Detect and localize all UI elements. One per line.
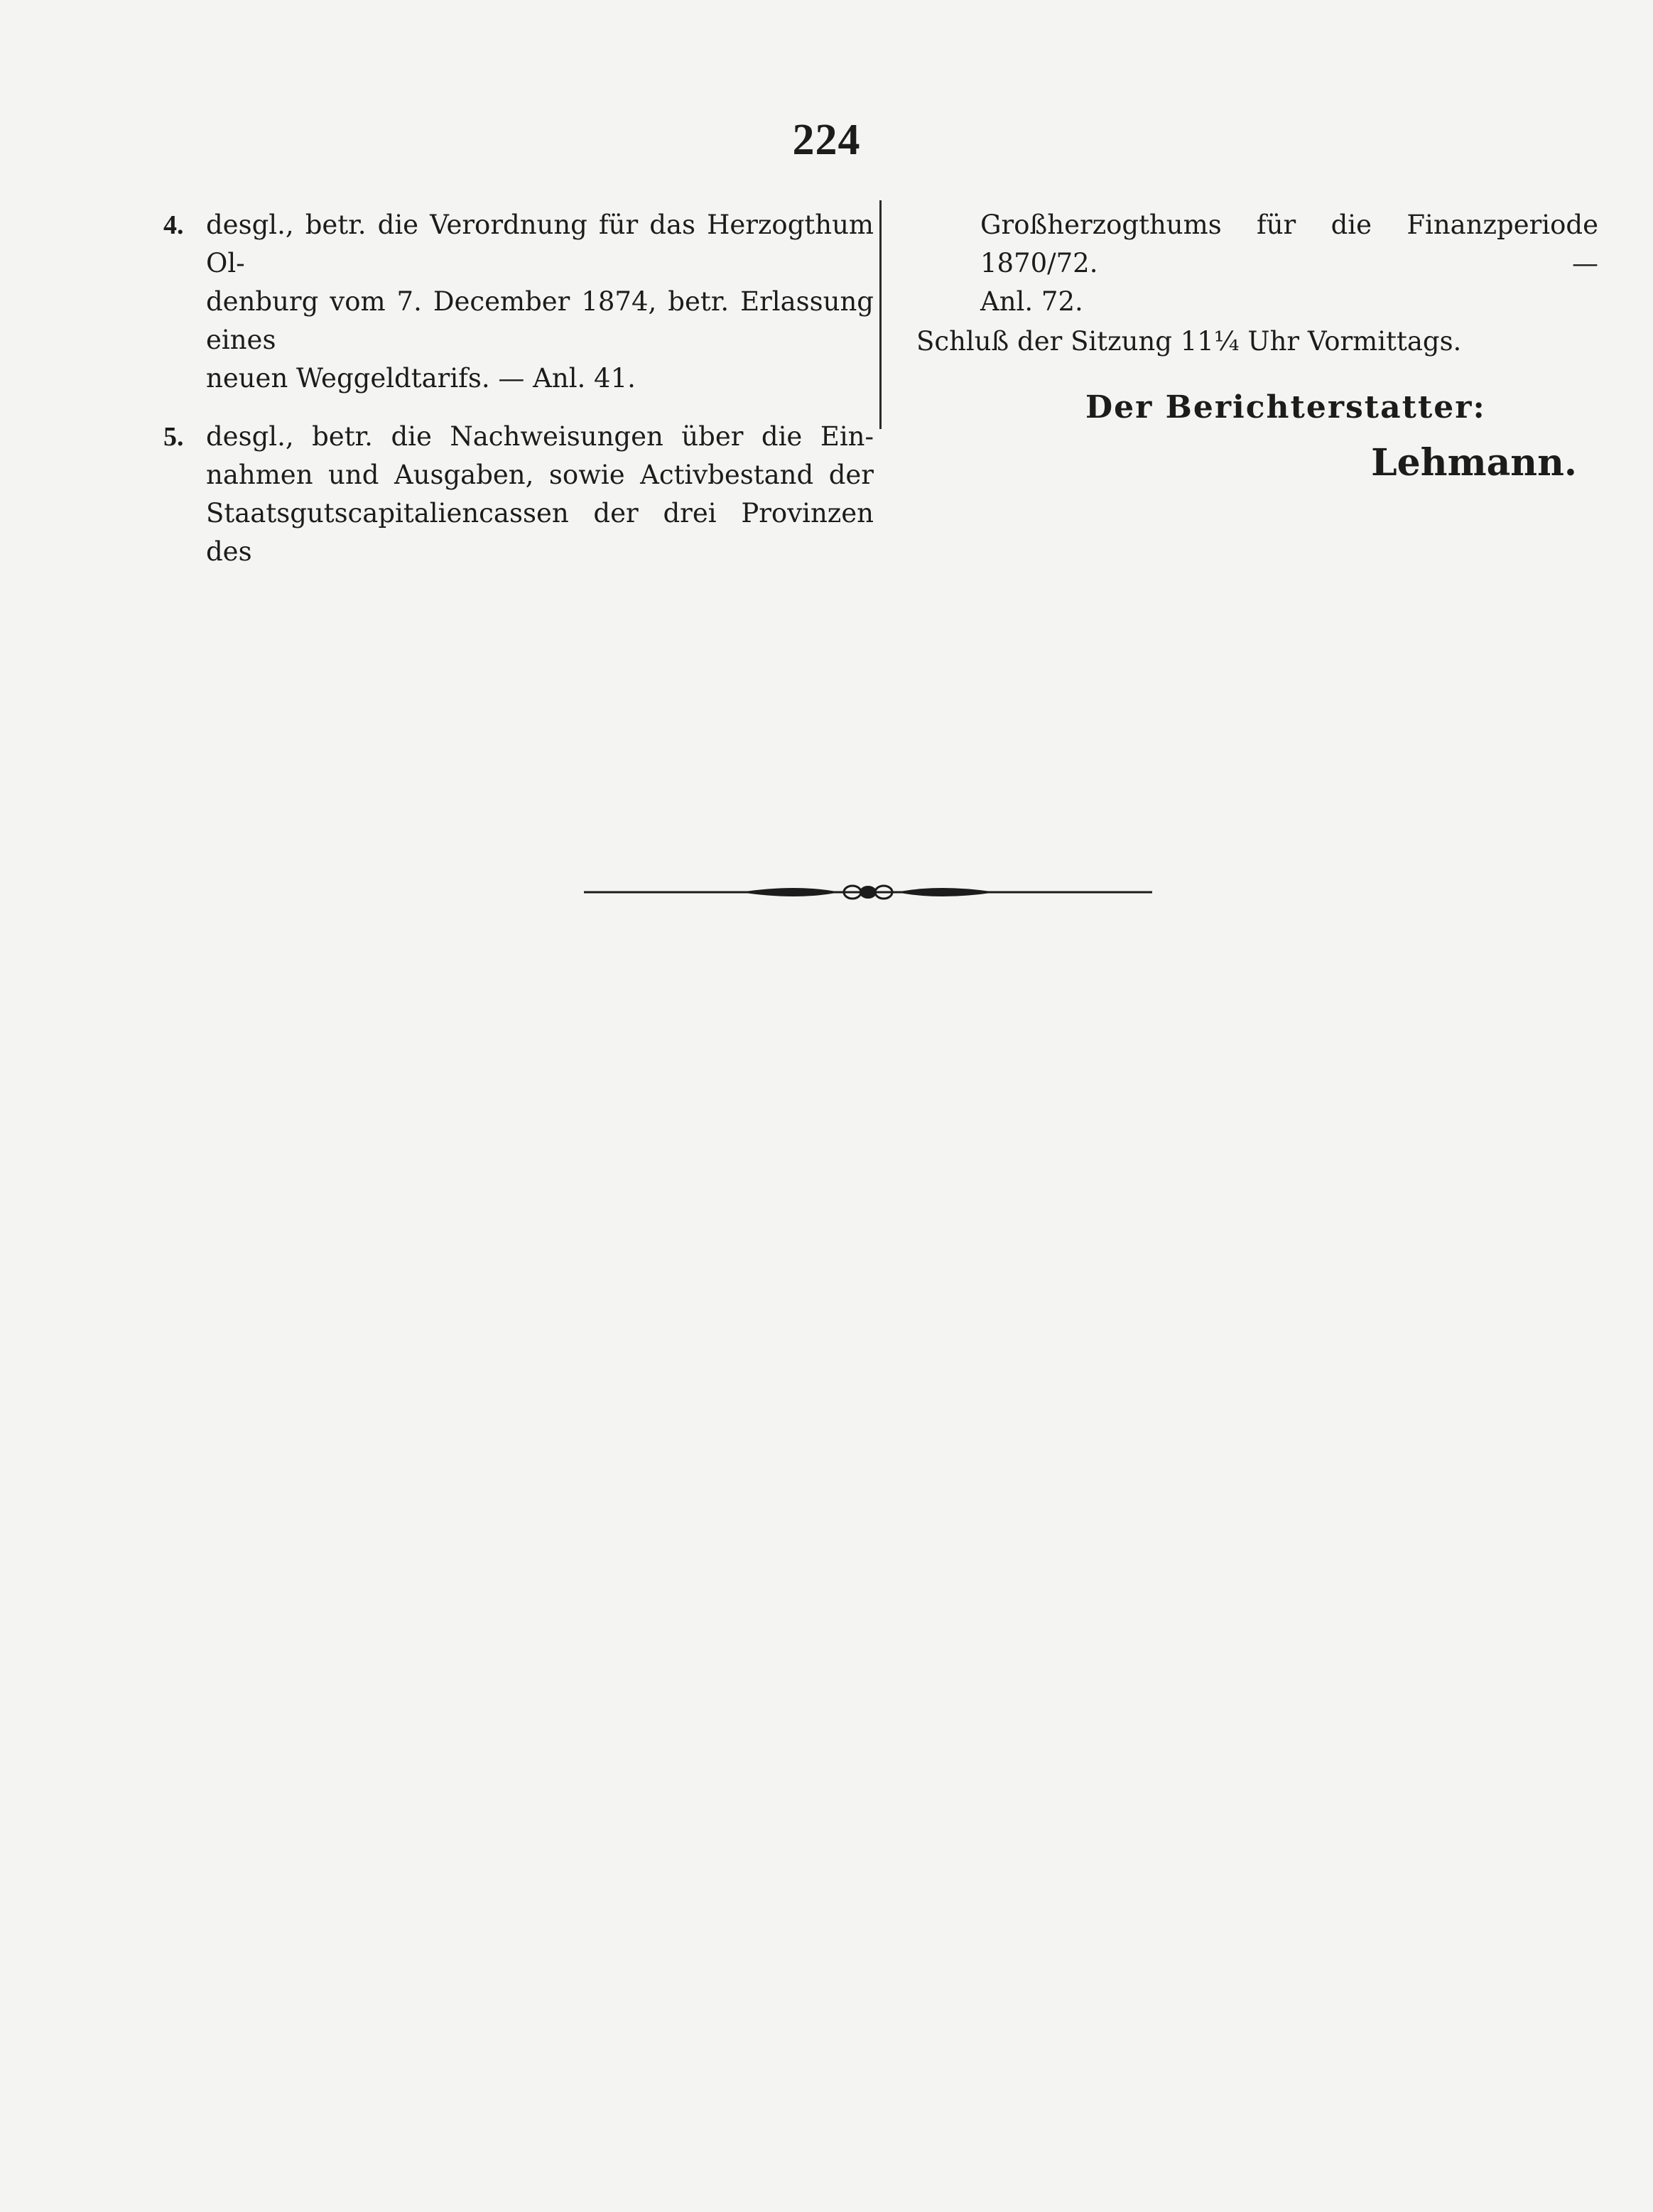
entry-line: neuen Weggeldtarifs. — Anl. 41. [206, 363, 636, 394]
reporter-signature: Lehmann. [1371, 441, 1577, 484]
entry-text [206, 206, 874, 398]
closing-statement: Schluß der Sitzung 11¼ Uhr Vormittags. [916, 326, 1462, 357]
entry-number: 5. [163, 422, 184, 452]
entry-line: Staatsgutscapitaliencassen der drei Provinzen des [206, 498, 874, 567]
entry-line: nahmen und Ausgaben, sowie Activbestand der [206, 460, 874, 490]
right-column [916, 206, 1598, 484]
left-column [163, 206, 874, 591]
page-number: 224 [792, 116, 861, 164]
entry-number: 4. [163, 210, 184, 240]
continuation-line: Anl. 72. [980, 286, 1083, 317]
agenda-entry-4 [163, 206, 874, 398]
entry-line: desgl., betr. die Nachweisungen über die Ein- [206, 421, 874, 452]
reporter-title: Der Berichterstatter: [1085, 389, 1486, 425]
column-divider [879, 200, 882, 429]
decorative-divider-icon [584, 878, 1152, 906]
entry-line: denburg vom 7. December 1874, betr. Erlassung eines [206, 286, 874, 355]
entry-line: desgl., betr. die Verordnung für das Herzogthum Ol- [206, 210, 874, 278]
entry-text [206, 418, 874, 571]
agenda-entry-5 [163, 418, 874, 571]
continuation-line: Großherzogthums für die Finanzperiode 1870/72. — [980, 210, 1598, 278]
